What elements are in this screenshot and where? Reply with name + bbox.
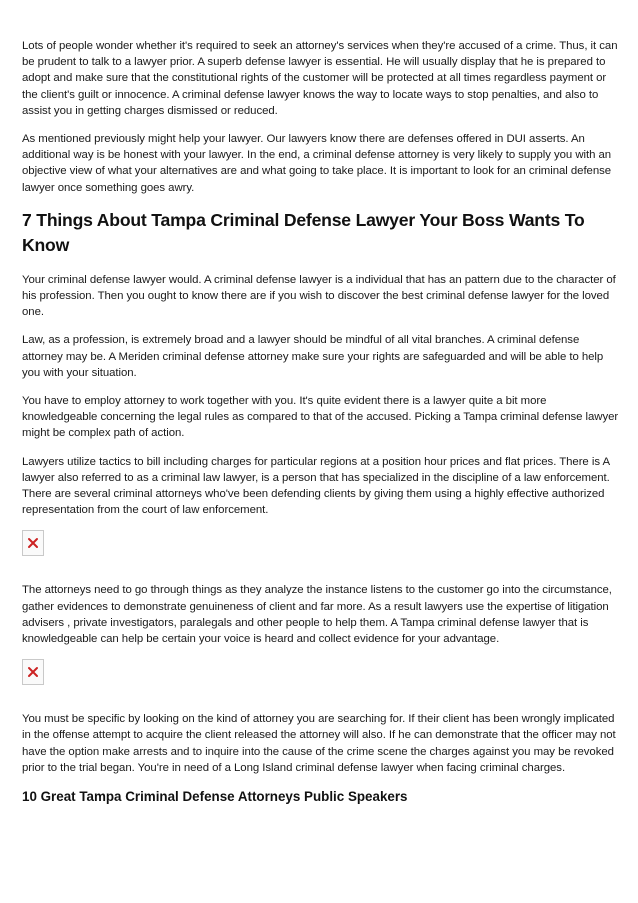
- paragraph-after-image-1: The attorneys need to go through things as they analyze the instance listens to the customer go into the circumstance, gather evidences to demonstrate genuineness of client and far more. As a result lawyers use the expertise of litigation advisers , private investigators, paralegals and other people to help them. A Tampa criminal defense lawyer that is knowledgeable can help be certain your voice is heard and collect evidence for your advantage.: [22, 584, 612, 646]
- document-page: [22, 38, 620, 806]
- intro-paragraph-2: As mentioned previously might help your lawyer. Our lawyers know there are defenses offered in DUI asserts. An additional way is be honest with your lawyer. In the end, a criminal defense attorney is very likely to supply you with an objective view of what your alternatives are and what going to take place. It is important to look for an criminal defense lawyer once something goes awry.: [22, 133, 612, 194]
- section-heading: 7 Things About Tampa Criminal Defense Lawyer Your Boss Wants To Know: [22, 209, 585, 255]
- broken-image-icon: [22, 659, 44, 685]
- broken-image-icon: [22, 530, 44, 556]
- paragraph-after-image-2: You must be specific by looking on the kind of attorney you are searching for. If their client has been wrongly implicated in the offense attempt to acquire the client released the attorney will also. If he can demonstrate that the officer may not have the option make arrests and to inquire into the cause of the crime scene the charges against you may be revoked prior to the trial began. You're in need of a Long Island criminal defense lawyer when facing criminal charges.: [22, 713, 616, 774]
- second-heading: 10 Great Tampa Criminal Defense Attorneys Public Speakers: [22, 789, 408, 805]
- section-paragraph-2: Law, as a profession, is extremely broad and a lawyer should be mindful of all vital branches. A criminal defense attorney may be. A Meriden criminal defense attorney make sure your rights are safeguarded and will be able to help you with your situation.: [22, 334, 604, 379]
- section-paragraph-1: Your criminal defense lawyer would. A criminal defense lawyer is a individual that has an pattern due to the character of his profession. Then you ought to know there are if you wish to discover the best criminal defense lawyer for the loved one.: [22, 273, 616, 319]
- broken-image-x-mark: [27, 537, 39, 549]
- section-paragraph-3: You have to employ attorney to work together with you. It's quite evident there is a lawyer quite a bit more knowledgeable concerning the legal rules as compared to that of the accused. Picking a Tampa criminal defense lawyer might be complex path of action.: [22, 395, 619, 440]
- broken-image-x-mark: [27, 666, 39, 678]
- intro-paragraph-1: Lots of people wonder whether it's required to seek an attorney's services when they're accused of a crime. Thus, it can be prudent to talk to a lawyer prior. A superb defense lawyer is essential. He will usually display that he is prepared to adopt and make sure that the constitutional rights of the customer will be protected at all times regardless payment or the client's guilt or innocence. A criminal defense lawyer knows the way to locate ways to stop penalties, and also to assist you in getting charges dismissed or reduced.: [22, 40, 618, 117]
- section-paragraph-4: Lawyers utilize tactics to bill including charges for particular regions at a position hour prices and flat prices. There is A lawyer also referred to as a criminal law lawyer, is a person that has specialized in the discipline of a law enforcement. There are several criminal attorneys who've been defending clients by giving them using a highly effective authorized representation from the court of law enforcement.: [22, 455, 610, 517]
